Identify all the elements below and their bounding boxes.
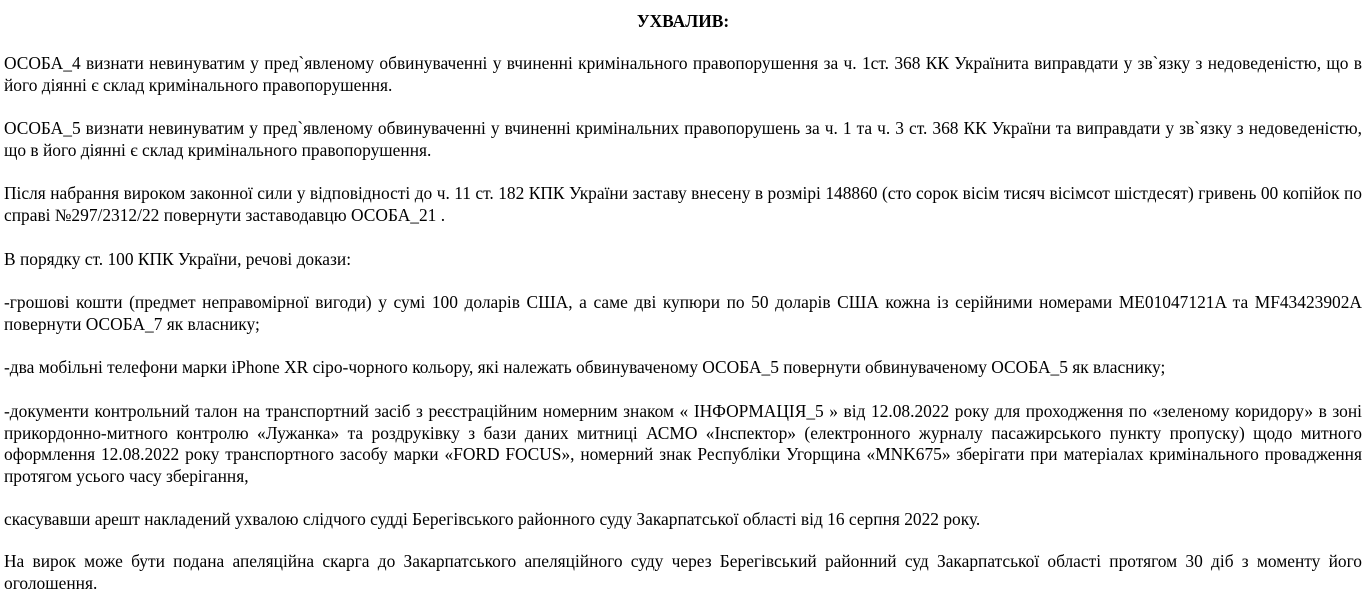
paragraph-bail-return: Після набрання вироком законної сили у відповідності до ч. 11 ст. 182 КПК України заставу внесену в розмірі 148860 (сто сорок вісім тисяч вісімсот шістдесят) гривень 00 копійок по справі №297/2312/22 повернути заставодавцю ОСОБА_21 . xyxy=(4,183,1362,225)
paragraph-arrest-cancel: скасувавши арешт накладений ухвалою слідчого судді Берегівського районного суду Закарпатської області від 16 серпня 2022 року. xyxy=(4,509,981,530)
paragraph-evidence-documents: -документи контрольний талон на транспортний засіб з реєстраційним номерним знаком « ІНФОРМАЦІЯ_5 » від 12.08.2022 року для проходження по «зеленому коридору» в зоні прикордонно-митного контролю «Лужанка» та роздруківку з бази даних митниці АСМО «Інспектор» (електронного журналу пасажирського пункту пропуску) щодо митного оформлення 12.08.2022 року транспортного засобу марки «FORD FOCUS», номерний знак Республіки Угорщина «MNK675» зберігати при матеріалах кримінального провадження протягом усього часу зберігання, xyxy=(4,400,1362,486)
paragraph-acquittal-osoba-5: ОСОБА_5 визнати невинуватим у пред`явленому обвинуваченні у вчиненні кримінальних правопорушень за ч. 1 та ч. 3 ст. 368 КК України та виправдати у зв`язку з недоведеністю, що в його діянні є склад кримінального правопорушення. xyxy=(4,118,1362,160)
document-body xyxy=(0,11,1366,594)
document-heading: УХВАЛИВ: xyxy=(636,11,730,31)
paragraph-evidence-intro: В порядку ст. 100 КПК України, речові докази: xyxy=(4,248,352,269)
paragraph-evidence-money: -грошові кошти (предмет неправомірної вигоди) у сумі 100 доларів США, а саме дві купюри по 50 доларів США кожна із серійними номерами ME01047121A та MF43423902A повернути ОСОБА_7 як власнику; xyxy=(4,292,1362,334)
paragraph-acquittal-osoba-4: ОСОБА_4 визнати невинуватим у пред`явленому обвинуваченні у вчиненні кримінального правопорушення за ч. 1ст. 368 КК Українита виправдати у зв`язку з недоведеністю, що в його діянні є склад кримінального правопорушення. xyxy=(4,53,1362,95)
paragraph-appeal: На вирок може бути подана апеляційна скарга до Закарпатського апеляційного суду через Берегівський районний суд Закарпатської області протягом 30 діб з моменту його оголошення. xyxy=(4,550,1362,593)
paragraph-evidence-phones: -два мобільні телефони марки iPhone XR сіро-чорного кольору, які належать обвинуваченому ОСОБА_5 повернути обвинуваченому ОСОБА_5 як власнику; xyxy=(4,357,1166,378)
